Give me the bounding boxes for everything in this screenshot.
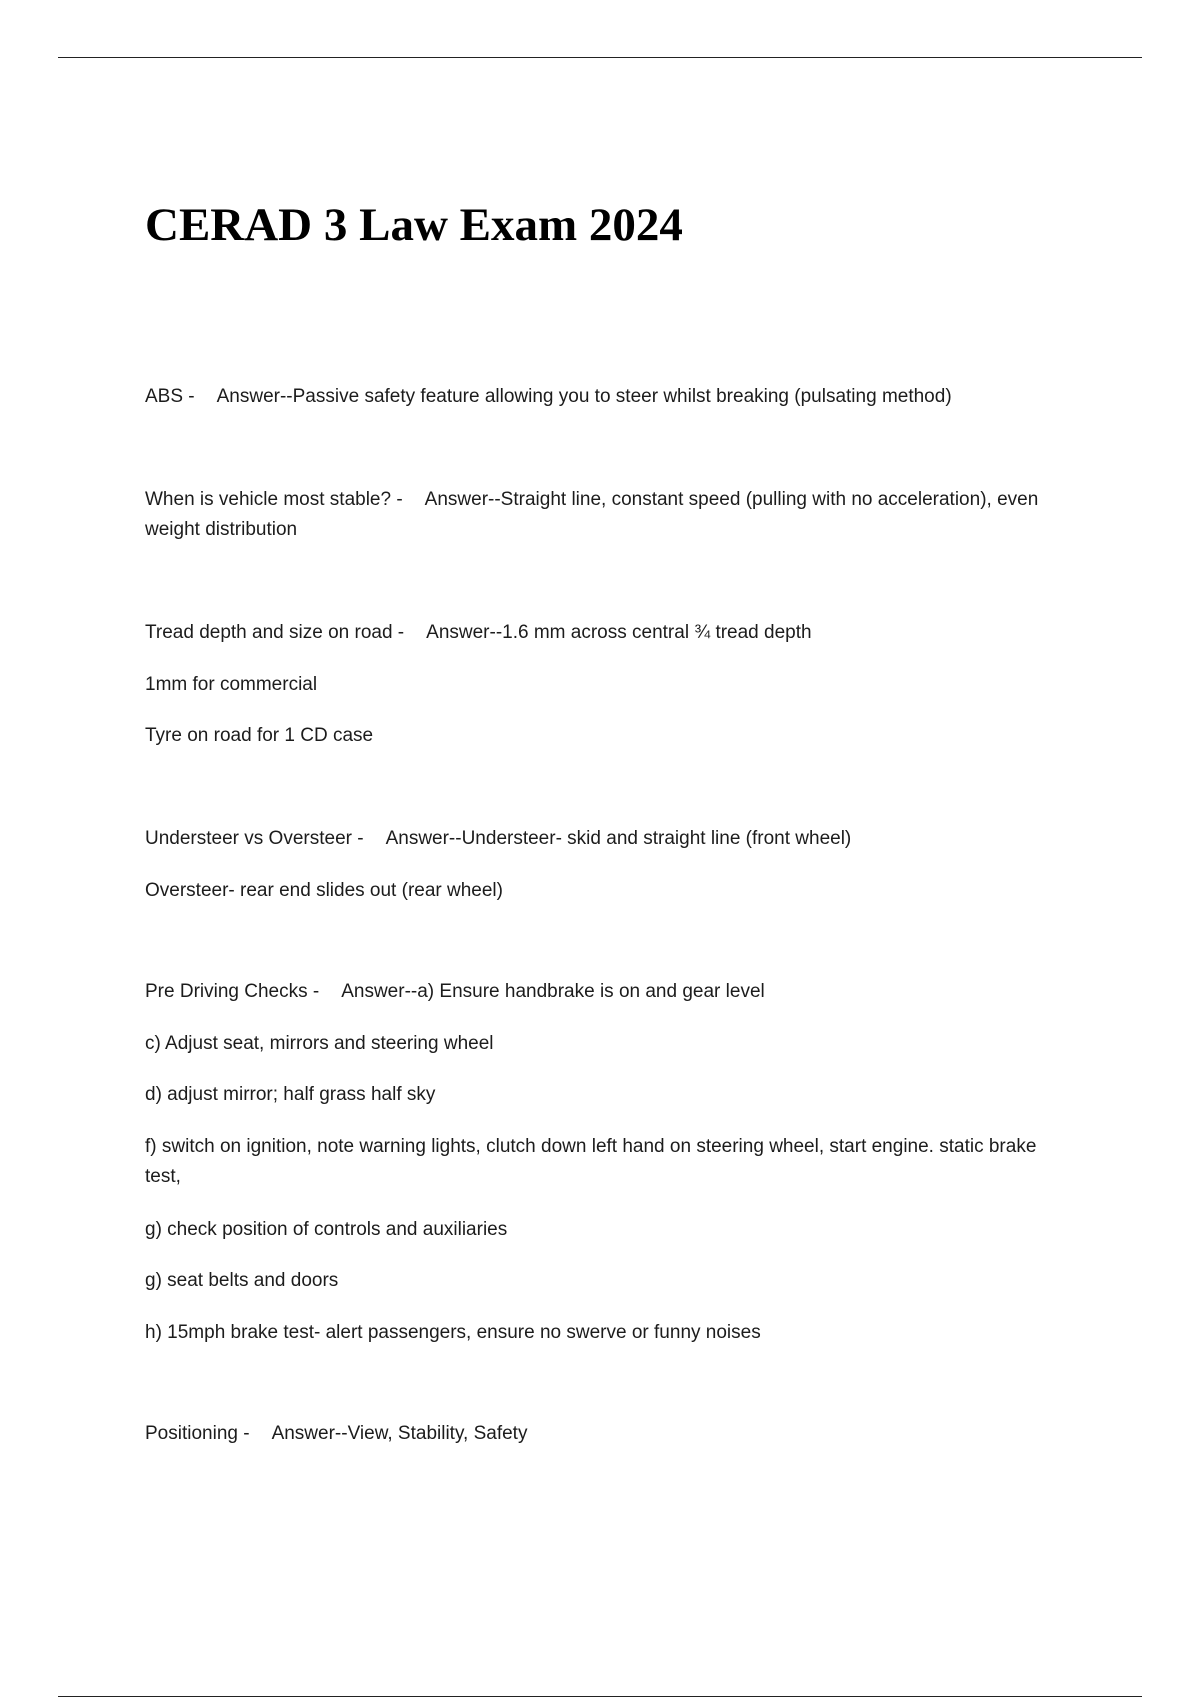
- detail-line: g) seat belts and doors: [145, 1270, 339, 1291]
- question: Positioning -: [145, 1423, 250, 1444]
- question: Understeer vs Oversteer -: [145, 828, 364, 849]
- question: When is vehicle most stable? -: [145, 489, 403, 510]
- qa-line-stability: [145, 485, 1065, 545]
- detail-line: c) Adjust seat, mirrors and steering wheel: [145, 1033, 494, 1054]
- answer: Answer--Straight line, constant speed (pulling with no acceleration), even weight distribution: [145, 489, 1039, 540]
- detail-line: f) switch on ignition, note warning lights, clutch down left hand on steering wheel, start engine. static brake test,: [145, 1136, 1037, 1187]
- qa-line-pre-driving: [145, 977, 1065, 1007]
- answer: Answer--Understeer- skid and straight line (front wheel): [385, 828, 852, 849]
- qa-line-abs: [145, 382, 1065, 412]
- question: Tread depth and size on road -: [145, 622, 405, 643]
- qa-line-steer: [145, 824, 1065, 854]
- document-title: CERAD 3 Law Exam 2024: [145, 199, 683, 251]
- answer: Answer--a) Ensure handbrake is on and gear level: [341, 981, 765, 1002]
- detail-line: h) 15mph brake test- alert passengers, ensure no swerve or funny noises: [145, 1322, 761, 1343]
- detail-line: 1mm for commercial: [145, 674, 318, 695]
- question: Pre Driving Checks -: [145, 981, 320, 1002]
- qa-line-tread: [145, 618, 1065, 648]
- qa-line-positioning: [145, 1419, 1065, 1449]
- question: ABS -: [145, 386, 195, 407]
- detail-line: d) adjust mirror; half grass half sky: [145, 1084, 436, 1105]
- answer: Answer--Passive safety feature allowing you to steer whilst breaking (pulsating method): [216, 386, 952, 407]
- answer: Answer--View, Stability, Safety: [271, 1423, 528, 1444]
- bottom-rule: [58, 1696, 1142, 1697]
- detail-line: Tyre on road for 1 CD case: [145, 725, 374, 746]
- top-rule: [58, 57, 1142, 58]
- answer: Answer--1.6 mm across central ¾ tread depth: [426, 622, 812, 643]
- detail-line: g) check position of controls and auxiliaries: [145, 1219, 508, 1240]
- detail-line: Oversteer- rear end slides out (rear wheel): [145, 880, 503, 901]
